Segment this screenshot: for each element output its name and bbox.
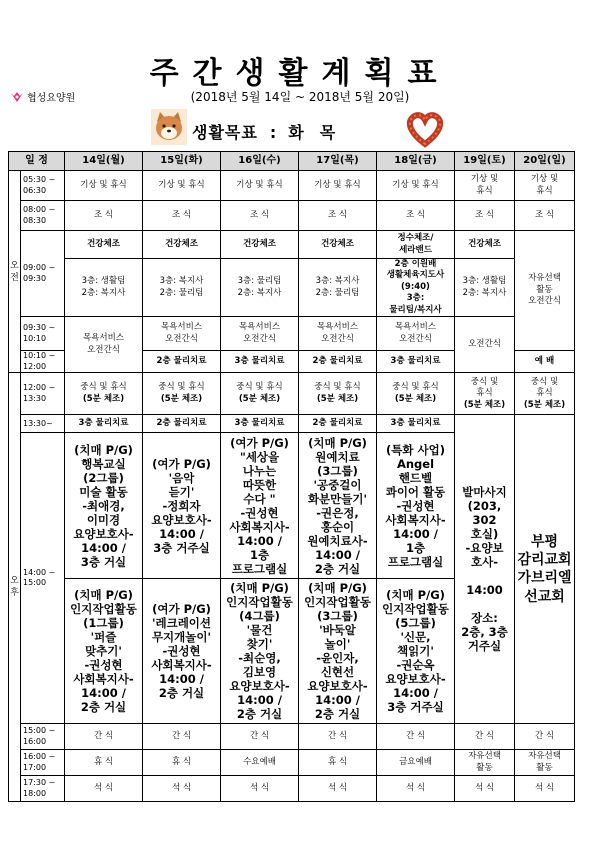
table-row — [9, 724, 575, 750]
page-title: 주간생활계획표 — [149, 56, 451, 91]
header-row — [9, 152, 575, 171]
cell-breakfast: 조 식 — [455, 201, 515, 231]
cell-physio: 3층 물리치료 — [65, 415, 143, 433]
cell-lunch: 중식 및 휴식 (5분 체조) — [221, 373, 299, 415]
cell-snack: 간 식 — [515, 724, 575, 750]
cell-lunch: 중식 및 휴식 (5분 체조) — [377, 373, 455, 415]
header-day: 20일(일) — [515, 152, 575, 171]
cell-dinner: 석 식 — [377, 776, 455, 802]
cell-snack: 간 식 — [377, 724, 455, 750]
table-row — [9, 415, 575, 433]
goal-value: 화목 — [288, 123, 352, 142]
cell-breakfast: 조 식 — [221, 201, 299, 231]
cell-dinner: 석 식 — [515, 776, 575, 802]
cell-lunch: 중식 및 휴식 (5분 체조) — [143, 373, 221, 415]
pm-top: (치매 P/G) 행복교실 (2그룹) 미술 활동 -최애경, 이미경 요양보호사- 14:00 / 3층 거실 — [65, 433, 142, 579]
cell-morning-prog: 2층 이원배 생활체육지도사 (9:40) 3층: 물리팀/복지사 — [377, 259, 455, 317]
cell-wake: 기상 및 휴식 — [299, 171, 377, 201]
cell-snack: 간 식 — [143, 724, 221, 750]
cell-snack: 간 식 — [455, 724, 515, 750]
time-cell: 14:00 ~ 15:00 — [21, 433, 65, 724]
schedule-table — [8, 151, 575, 802]
cell-morning-prog: 3층: 생활팀 2층: 복지사 — [455, 259, 515, 317]
cell-breakfast: 조 식 — [299, 201, 377, 231]
cell-snack: 간 식 — [65, 724, 143, 750]
cell-exercise: 건강체조 — [143, 231, 221, 259]
cell-sun-free: 자유선택 활동 오전간식 — [515, 231, 575, 351]
time-cell: 09:30 ~ 10:10 — [21, 317, 65, 351]
cell-breakfast: 조 식 — [143, 201, 221, 231]
cell-pm-program — [65, 433, 143, 724]
cell-lunch: 중식 및 휴식 (5분 체조) — [299, 373, 377, 415]
table-row — [9, 317, 575, 351]
cell-rest: 휴 식 — [299, 750, 377, 776]
cell-snack: 간 식 — [221, 724, 299, 750]
cell-pm-program — [299, 433, 377, 724]
header-day: 16일(수) — [221, 152, 299, 171]
cell-bath: 목욕서비스 오전간식 — [299, 317, 377, 351]
cell-physio: 3층 물리치료 — [221, 415, 299, 433]
cell-sat-pm: 발마사지 (203, 302 호실) -요양보 호사- 14:00 장소: 2층, 3층 거주실 — [455, 415, 515, 724]
cell-snack-am: 오전간식 — [455, 317, 515, 373]
cell-wake: 기상 및 휴식 — [377, 171, 455, 201]
header-day: 14일(월) — [65, 152, 143, 171]
table-row — [9, 750, 575, 776]
cell-rest: 휴 식 — [65, 750, 143, 776]
goal-label: 생활목표 — [192, 123, 258, 142]
cell-physio: 2층 물리치료 — [143, 351, 221, 373]
header-day: 17일(목) — [299, 152, 377, 171]
cell-bath: 목욕서비스 오전간식 — [143, 317, 221, 351]
cell-bath: 목욕서비스 오전간식 — [65, 317, 143, 373]
heart-wreath-icon — [405, 110, 445, 148]
cell-pm-program — [377, 433, 455, 724]
cell-rest: 금요예배 — [377, 750, 455, 776]
goal — [192, 120, 351, 143]
cell-physio: 3층 물리치료 — [377, 351, 455, 373]
cell-dinner: 석 식 — [455, 776, 515, 802]
pm-bottom: (치매 P/G) 인지작업활동 (3그룹) '바둑알 놀이' -윤인자, 신현선 요양보호사- 14:00 / 2층 거실 — [304, 581, 371, 722]
cell-physio: 3층 물리치료 — [221, 351, 299, 373]
cell-dinner: 석 식 — [299, 776, 377, 802]
cell-wake: 기상 및 휴식 — [455, 171, 515, 201]
time-cell: 15:00 ~ 16:00 — [21, 724, 65, 750]
pm-top: (치매 P/G) 원예치료 (3그룹) '공중걸이 화분만들기' -권은정, 홍순이 원예치료사- 14:00 / 2층 거실 — [299, 433, 376, 579]
pm-top: (특화 사업) Angel 핸드벨 콰이어 활동 -권성현 사회복지사- 14:00 / 1층 프로그램실 — [377, 433, 454, 579]
header-day: 19일(토) — [455, 152, 515, 171]
time-cell: 08:00 ~ 08:30 — [21, 201, 65, 231]
cell-breakfast: 조 식 — [377, 201, 455, 231]
time-cell: 09:00 ~ 09:30 — [21, 231, 65, 317]
pm-top: (여가 P/G) '음악 듣기' -정희자 요양보호사- 14:00 / 3층 거주실 — [143, 433, 220, 579]
pm-bottom: (치매 P/G) 인지작업활동 (1그룹) '퍼즐 맞추기' -권성현 사회복지사- 14:00 / 2층 거실 — [70, 588, 137, 715]
section-afternoon: 오 후 — [9, 373, 21, 802]
cell-exercise: 건강체조 — [455, 231, 515, 259]
cell-dinner: 석 식 — [221, 776, 299, 802]
pm-bottom: (여가 P/G) '레크레이션 무지개놀이' -권성현 사회복지사- 14:00 / 2층 거실 — [151, 602, 212, 701]
header-day: 18일(금) — [377, 152, 455, 171]
table-row — [9, 171, 575, 201]
cell-morning-prog: 3층: 복지사 2층: 물리팀 — [299, 259, 377, 317]
cell-exercise: 건강체조 — [221, 231, 299, 259]
table-row — [9, 776, 575, 802]
table-row — [9, 259, 575, 317]
time-cell: 13:30~ — [21, 415, 65, 433]
cell-exercise: 정수체조/ 세라밴드 — [377, 231, 455, 259]
cell-exercise: 건강체조 — [299, 231, 377, 259]
cell-physio: 2층 물리치료 — [143, 415, 221, 433]
table-row — [9, 231, 575, 259]
cell-pm-program — [221, 433, 299, 724]
cell-exercise: 건강체조 — [65, 231, 143, 259]
period: (2018년 5월 14일 ~ 2018년 5월 20일) — [190, 90, 410, 104]
table-row — [9, 201, 575, 231]
cell-free: 자유선택 활동 — [515, 750, 575, 776]
cell-wake: 기상 및 휴식 — [221, 171, 299, 201]
section-morning: 오 전 — [9, 171, 21, 373]
header-day: 15일(화) — [143, 152, 221, 171]
table-row — [9, 373, 575, 415]
cell-wake: 기상 및 휴식 — [65, 171, 143, 201]
cell-rest: 휴 식 — [143, 750, 221, 776]
time-cell: 17:30 ~ 18:00 — [21, 776, 65, 802]
cell-morning-prog: 3층: 생활팀 2층: 복지사 — [65, 259, 143, 317]
cell-wake: 기상 및 휴식 — [515, 171, 575, 201]
time-cell: 05:30 ~ 06:30 — [21, 171, 65, 201]
time-cell: 16:00 ~ 17:00 — [21, 750, 65, 776]
cell-wake: 기상 및 휴식 — [143, 171, 221, 201]
time-cell: 12:00 ~ 13:30 — [21, 373, 65, 415]
cell-physio: 2층 물리치료 — [299, 351, 377, 373]
logo-text: 협성요양원 — [27, 93, 76, 104]
time-cell: 10:10 ~ 12:00 — [21, 351, 65, 373]
cell-lunch: 중식 및 휴식 (5분 체조) — [455, 373, 515, 415]
cell-lunch: 중식 및 휴식 (5분 체조) — [515, 373, 575, 415]
cell-morning-prog: 3층: 복지사 2층: 물리팀 — [143, 259, 221, 317]
cell-bath: 목욕서비스 오전간식 — [221, 317, 299, 351]
cell-rest: 수요예배 — [221, 750, 299, 776]
cell-sun-pm: 부평 감리교회 가브리엘 선교회 — [515, 415, 575, 724]
cell-breakfast: 조 식 — [65, 201, 143, 231]
cell-snack: 간 식 — [299, 724, 377, 750]
goal-colon: : — [269, 123, 277, 142]
cell-dinner: 석 식 — [65, 776, 143, 802]
cell-dinner: 석 식 — [143, 776, 221, 802]
goal-banner — [150, 108, 450, 150]
cell-breakfast: 조 식 — [515, 201, 575, 231]
cell-free: 자유선택 활동 — [455, 750, 515, 776]
cell-worship: 예 배 — [515, 351, 575, 373]
cell-bath: 목욕서비스 오전간식 — [377, 317, 455, 351]
pm-bottom: (치매 P/G) 인지작업활동 (5그룹) '신문, 책읽기' -권순옥 요양보호사- 14:00 / 3층 거주실 — [382, 588, 449, 715]
cell-lunch: 중식 및 휴식 (5분 체조) — [65, 373, 143, 415]
header-schedule: 일 정 — [9, 152, 65, 171]
pm-bottom: (치매 P/G) 인지작업활동 (4그룹) '물건 찾기' -최순영, 김보영 요양보호사- 14:00 / 2층 거실 — [226, 581, 293, 722]
cell-physio: 3층 물리치료 — [377, 415, 455, 433]
pm-top: (여가 P/G) "세상을 나누는 따뜻한 수다 " -권성현 사회복지사- 14:00 / 1층 프로그램실 — [221, 433, 298, 579]
dog-icon — [150, 108, 188, 146]
cell-morning-prog: 3층: 물리팀 2층: 복지사 — [221, 259, 299, 317]
cell-pm-program — [143, 433, 221, 724]
cell-physio: 2층 물리치료 — [299, 415, 377, 433]
